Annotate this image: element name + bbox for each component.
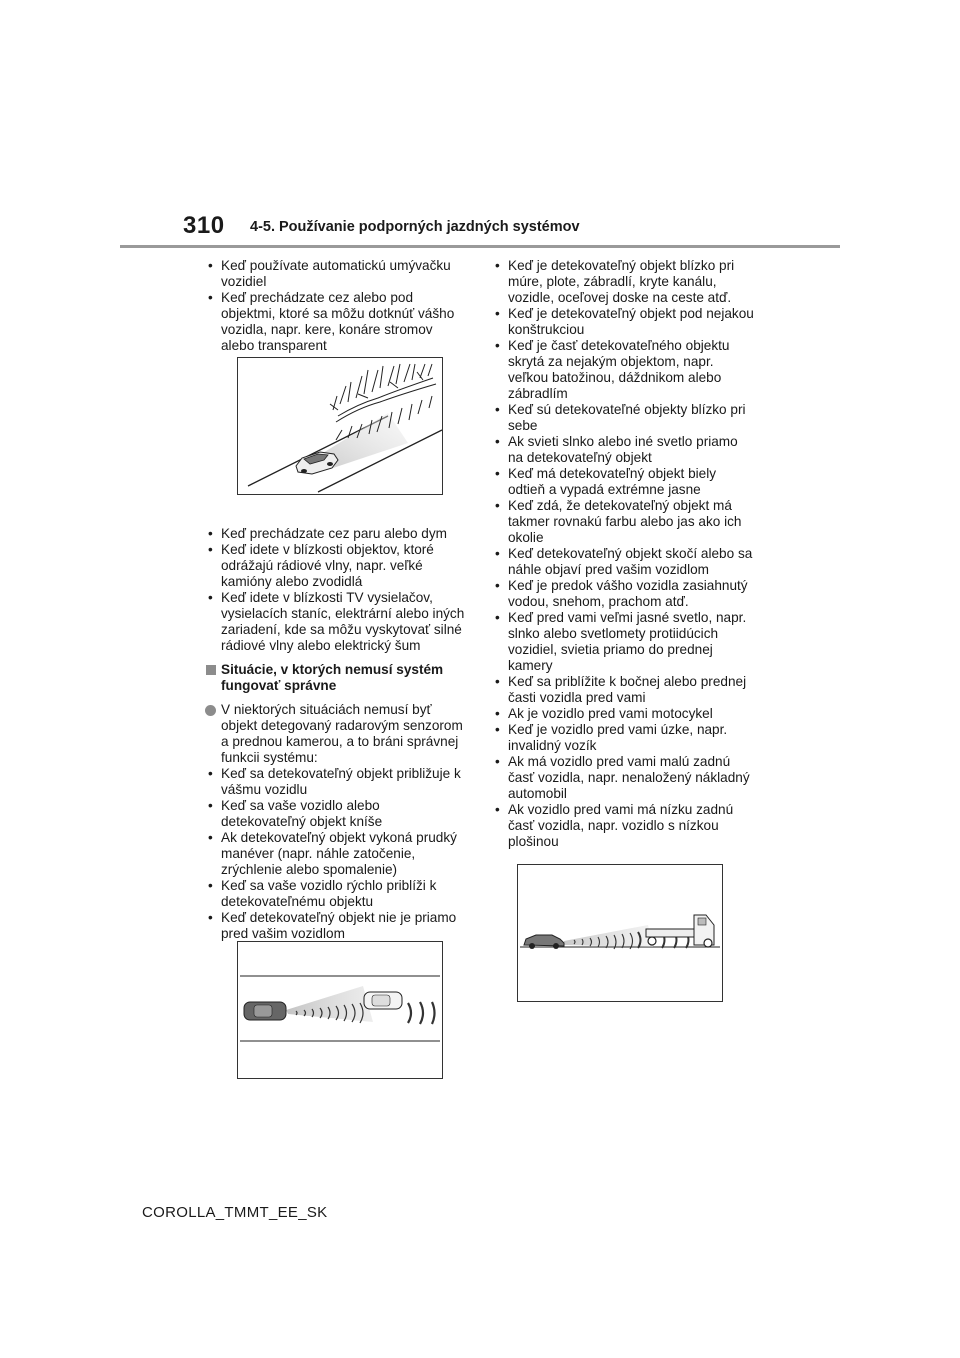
figure-car-following-truck bbox=[517, 864, 723, 1002]
target-car-icon bbox=[364, 992, 402, 1009]
list-item: • Keď je vozidlo pred vami úzke, napr. invalidný vozík bbox=[492, 722, 754, 754]
left-bullets-mid bbox=[205, 526, 467, 654]
left-bullets-bottom bbox=[205, 766, 467, 942]
list-item: • Keď prechádzate cez paru alebo dym bbox=[205, 526, 467, 542]
intro-paragraph bbox=[205, 702, 467, 766]
list-item: • Keď sa detekovateľný objekt približuje k vášmu vozidlu bbox=[205, 766, 467, 798]
figure-overhead-cars bbox=[237, 941, 443, 1079]
list-item: • Keď je predok vášho vozidla zasiahnutý vodou, snehom, prachom atď. bbox=[492, 578, 754, 610]
footer-code: COROLLA_TMMT_EE_SK bbox=[142, 1204, 328, 1221]
page-number: 310 bbox=[183, 212, 225, 239]
list-item: • Ak má vozidlo pred vami malú zadnú časť vozidla, napr. nenaložený nákladný automobil bbox=[492, 754, 754, 802]
list-item: • Ak vozidlo pred vami má nízku zadnú časť vozidla, napr. vozidlo s nízkou plošinou bbox=[492, 802, 754, 850]
list-item: • Keď má detekovateľný objekt biely odtieň a vypadá extrémne jasne bbox=[492, 466, 754, 498]
list-item: • Keď sú detekovateľné objekty blízko pri sebe bbox=[492, 402, 754, 434]
header-rule bbox=[120, 245, 840, 248]
list-item: • Keď pred vami veľmi jasné svetlo, napr. slnko alebo svetlomety protiidúcich vozidiel, svietia priamo do prednej kamery bbox=[492, 610, 754, 674]
situations-heading bbox=[205, 662, 467, 694]
car-following-truck-illustration bbox=[518, 865, 722, 1001]
list-item: • Keď sa priblížite k bočnej alebo prednej časti vozidla pred vami bbox=[492, 674, 754, 706]
list-item: • Keď detekovateľný objekt skočí alebo sa náhle objaví pred vašim vozidlom bbox=[492, 546, 754, 578]
section-title: 4-5. Používanie podporných jazdných systémov bbox=[250, 219, 580, 235]
left-bullets-top bbox=[205, 258, 467, 354]
car-under-branches-illustration bbox=[238, 358, 442, 494]
intro-text: V niektorých situáciách nemusí byť objekt detegovaný radarovým senzorom a prednou kamerou, a to bráni správnej funkcii systému: bbox=[221, 702, 463, 765]
overhead-cars-illustration bbox=[238, 942, 442, 1078]
list-item: • Ak detekovateľný objekt vykoná prudký manéver (napr. náhle zatočenie, zrýchlenie alebo spomalenie) bbox=[205, 830, 467, 878]
list-item: • Ak je vozidlo pred vami motocykel bbox=[492, 706, 754, 722]
list-item: • Keď idete v blízkosti objektov, ktoré odrážajú rádiové vlny, napr. veľké kamióny alebo zvodidlá bbox=[205, 542, 467, 590]
list-item: • Keď je detekovateľný objekt pod nejakou konštrukciou bbox=[492, 306, 754, 338]
truck-icon bbox=[646, 915, 714, 947]
circle-marker-icon bbox=[205, 705, 216, 716]
list-item: • Keď sa vaše vozidlo rýchlo priblíži k detekovateľnému objektu bbox=[205, 878, 467, 910]
figure-car-under-branches bbox=[237, 357, 443, 495]
list-item: • Keď detekovateľný objekt nie je priamo pred vašim vozidlom bbox=[205, 910, 467, 942]
list-item: • Keď sa vaše vozidlo alebo detekovateľný objekt kníše bbox=[205, 798, 467, 830]
list-item: • Ak svieti slnko alebo iné svetlo priamo na detekovateľný objekt bbox=[492, 434, 754, 466]
list-item: • Keď je časť detekovateľného objektu skrytá za nejakým objektom, napr. veľkou batožinou, dáždnikom alebo zábradlím bbox=[492, 338, 754, 402]
right-bullets bbox=[492, 258, 754, 850]
own-car-icon bbox=[244, 1002, 286, 1020]
list-item: • Keď zdá, že detekovateľný objekt má takmer rovnakú farbu alebo jas ako ich okolie bbox=[492, 498, 754, 546]
list-item: • Keď používate automatickú umývačku vozidiel bbox=[205, 258, 467, 290]
car-icon bbox=[296, 452, 338, 474]
right-column bbox=[492, 258, 754, 850]
list-item: • Keď idete v blízkosti TV vysielačov, vysielacích staníc, elektrární alebo iných zariadení, kde sa môžu vyskytovať silné rádiové vlny alebo elektrický šum bbox=[205, 590, 467, 654]
situations-heading-text: Situácie, v ktorých nemusí systém fungovať správne bbox=[221, 662, 444, 693]
square-marker-icon bbox=[206, 665, 216, 675]
list-item: • Keď prechádzate cez alebo pod objektmi, ktoré sa môžu dotknúť vášho vozidla, napr. kere, konáre stromov alebo transparent bbox=[205, 290, 467, 354]
list-item: • Keď je detekovateľný objekt blízko pri múre, plote, zábradlí, kryte kanálu, vozidle, oceľovej doske na ceste atď. bbox=[492, 258, 754, 306]
